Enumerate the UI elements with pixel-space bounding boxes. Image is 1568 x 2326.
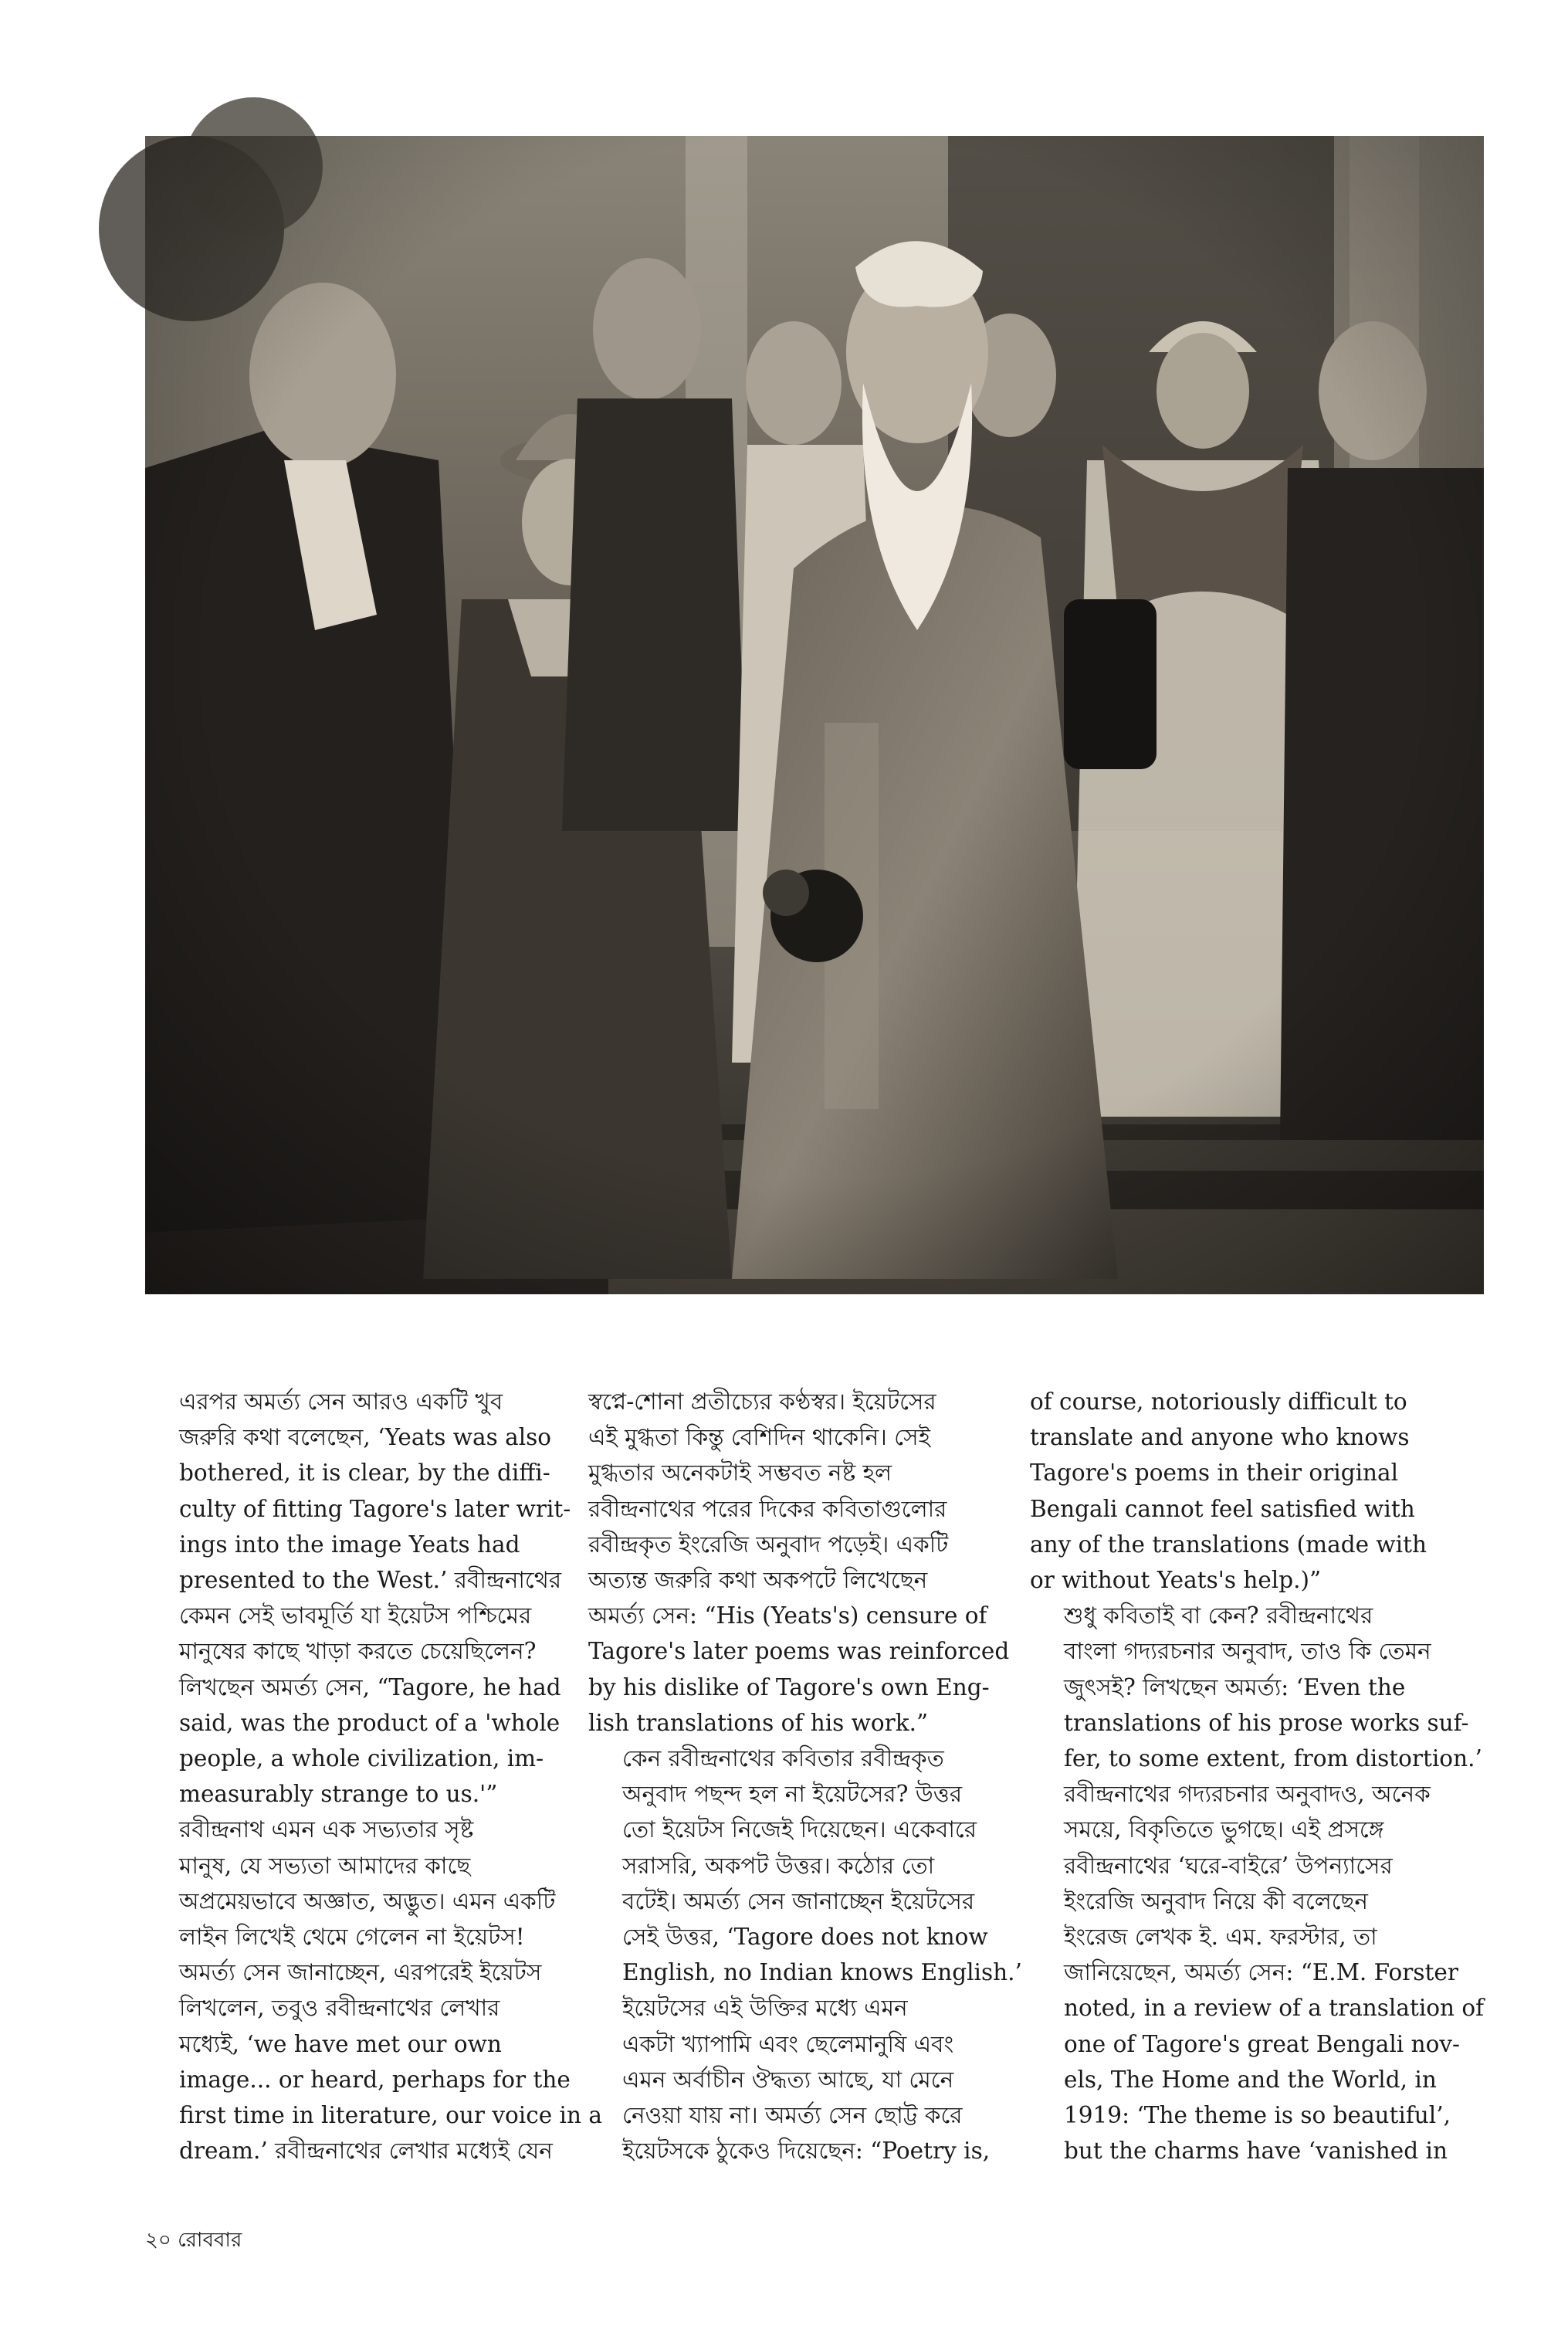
paragraph [1030,1384,1439,1598]
text-line: English, no Indian knows English.’ [622,1959,1022,1986]
text-line: one of Tagore's great Bengali nov- [1064,2030,1460,2057]
text-line: অমর্ত্য সেন: “His (Yeats's) censure of [588,1602,987,1629]
text-line: জুৎসই? লিখছেন অমর্ত্য: ‘Even the [1064,1673,1406,1700]
text-line: অমর্ত্য সেন জানাচ্ছেন, এরপরেই ইয়েটস [179,1959,542,1986]
text-column-3 [1030,1384,1485,2165]
text-line: lish translations of his work.” [588,1709,929,1736]
archival-group-photo [145,136,1484,1294]
text-line: ইংরেজ লেখক ই. এম. ফরস্টার, তা [1064,1924,1377,1951]
text-line: any of the translations (made with [1030,1531,1427,1558]
text-line: একটা খ্যাপামি এবং ছেলেমানুষি এবং [622,2030,954,2057]
text-line: ইয়েটসের এই উক্তির মধ্যে এমন [622,1995,908,2022]
text-line: image... or heard, perhaps for the [179,2066,571,2093]
text-line: লিখছেন অমর্ত্য সেন, “Tagore, he had [179,1673,561,1700]
photo-illustration [145,136,1484,1294]
text-line: of course, notoriously difficult to [1030,1388,1407,1415]
text-line: ইংরেজি অনুবাদ নিয়ে কী বলেছেন [1064,1887,1369,1914]
text-line: people, a whole civilization, im- [179,1745,544,1772]
text-line: dream.’ রবীন্দ্রনাথের লেখার মধ্যেই যেন [179,2138,553,2165]
text-line: presented to the West.’ রবীন্দ্রনাথের [179,1567,562,1594]
paragraph [1030,1598,1485,2168]
text-line: measurably strange to us.'” [179,1781,498,1808]
text-line: জানিয়েছেন, অমর্ত্য সেন: “E.M. Forster [1064,1959,1458,1986]
text-line: but the charms have ‘vanished in [1064,2138,1448,2165]
text-line: লিখলেন, তবুও রবীন্দ্রনাথের লেখার [179,1995,500,2022]
text-line: কেমন সেই ভাবমূর্তি যা ইয়েটস পশ্চিমের [179,1602,532,1629]
text-line: মানুষের কাছে খাড়া করতে চেয়েছিলেন? [179,1638,537,1665]
text-line: সরাসরি, অকপট উত্তর। কঠোর তো [622,1852,935,1879]
text-line: noted, in a review of a translation of [1064,1995,1485,2022]
text-line: অত্যন্ত জরুরি কথা অকপটে লিখেছেন [588,1567,928,1594]
text-line: bothered, it is clear, by the diffi- [179,1460,550,1487]
text-line: বাংলা গদ্যরচনার অনুবাদ, তাও কি তেমন [1064,1638,1431,1665]
text-line: লাইন লিখেই থেমে গেলেন না ইয়েটস! [179,1924,525,1951]
text-column-2 [588,1384,1022,2165]
text-line: রবীন্দ্রনাথের পরের দিকের কবিতাগুলোর [588,1495,947,1522]
text-line: কেন রবীন্দ্রনাথের কবিতার রবীন্দ্রকৃত [622,1745,944,1772]
text-line: culty of fitting Tagore's later writ- [179,1495,571,1522]
text-line: নেওয়া যায় না। অমর্ত্য সেন ছোট্ট করে [622,2102,963,2129]
text-line: রবীন্দ্রনাথ এমন এক সভ্যতার সৃষ্ট [179,1816,474,1843]
text-line: সময়ে, বিকৃতিতে ভুগছে। এই প্রসঙ্গে [1064,1816,1384,1843]
page-folio: ২০ রোববার [145,2229,242,2252]
text-line: এমন অর্বাচীন ঔদ্ধত্য আছে, যা মেনে [622,2066,954,2093]
text-line: ings into the image Yeats had [179,1531,520,1558]
text-line: fer, to some extent, from distortion.’ [1064,1745,1482,1772]
text-line: অপ্রমেয়ভাবে অজ্ঞাত, অদ্ভুত। এমন একটি [179,1887,556,1914]
text-line: অনুবাদ পছন্দ হল না ইয়েটসের? উত্তর [622,1781,963,1808]
paragraph [588,1741,1022,1990]
text-line: তো ইয়েটস নিজেই দিয়েছেন। একেবারে [622,1816,977,1843]
text-line: Tagore's poems in their original [1030,1460,1399,1487]
text-line: els, The Home and the World, in [1064,2066,1437,2093]
text-line: first time in literature, our voice in a [179,2102,602,2129]
text-line: Tagore's later poems was reinforced [588,1638,1010,1665]
text-line: মধ্যেই, ‘we have met our own [179,2030,502,2057]
paragraph [145,1812,602,2168]
text-line: সেই উত্তর, ‘Tagore does not know [622,1924,988,1951]
text-line: এরপর অমর্ত্য সেন আরও একটি খুব [179,1388,503,1415]
text-line: or without Yeats's help.)” [1030,1567,1322,1594]
text-column-1 [145,1384,602,2165]
text-line: translate and anyone who knows [1030,1424,1410,1451]
text-line: রবীন্দ্রনাথের ‘ঘরে-বাইরে’ উপন্যাসের [1064,1852,1393,1879]
paragraph [145,1384,571,1812]
text-line: said, was the product of a 'whole [179,1709,560,1736]
text-line: Bengali cannot feel satisfied with [1030,1495,1415,1522]
text-line: বটেই। অমর্ত্য সেন জানাচ্ছেন ইয়েটসের [622,1887,975,1914]
text-line: রবীন্দ্রকৃত ইংরেজি অনুবাদ পড়েই। একটি [588,1531,949,1558]
text-line: মুগ্ধতার অনেকটাই সম্ভবত নষ্ট হল [588,1460,892,1487]
text-line: 1919: ‘The theme is so beautiful’, [1064,2102,1451,2129]
text-line: মানুষ, যে সভ্যতা আমাদের কাছে [179,1852,471,1879]
text-line: translations of his prose works suf- [1064,1709,1469,1736]
text-line: এই মুগ্ধতা কিন্তু বেশিদিন থাকেনি। সেই [588,1424,930,1451]
text-line: স্বপ্নে-শোনা প্রতীচ্যের কণ্ঠস্বর। ইয়েটসের [588,1388,936,1415]
text-line: ইয়েটসকে ঠুকেও দিয়েছেন: “Poetry is, [622,2138,991,2165]
paragraph [588,1990,997,2168]
text-line: শুধু কবিতাই বা কেন? রবীন্দ্রনাথের [1064,1602,1373,1629]
paragraph [588,1384,1010,1741]
text-line: by his dislike of Tagore's own Eng- [588,1673,990,1700]
text-line: রবীন্দ্রনাথের গদ্যরচনার অনুবাদও, অনেক [1064,1781,1431,1808]
text-line: জরুরি কথা বলেছেন, ‘Yeats was also [179,1424,552,1451]
